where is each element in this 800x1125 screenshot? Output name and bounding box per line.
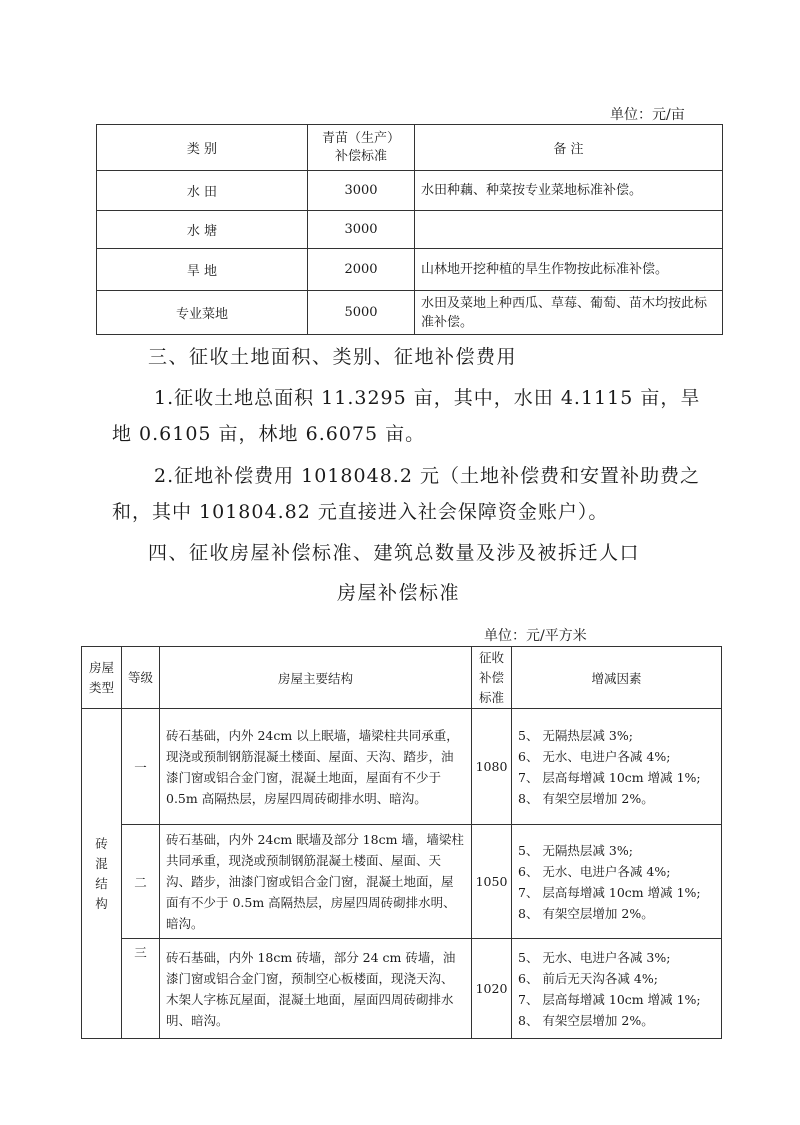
row-category: 旱 地	[97, 249, 308, 291]
row-standard: 1020	[472, 939, 512, 1039]
row-note	[415, 211, 723, 249]
table-row	[82, 825, 722, 939]
table-row	[97, 249, 723, 291]
factor-item: 5、 无水、电进户各减 3%;	[518, 949, 671, 965]
row-category: 水 塘	[97, 211, 308, 249]
row-category: 专业菜地	[97, 291, 308, 335]
table2-unit: 单位：元/平方米	[484, 628, 587, 644]
table-row	[82, 939, 722, 1039]
header-factors: 增减因素	[512, 647, 722, 709]
row-category: 水 田	[97, 171, 308, 211]
factor-item: 8、 有架空层增加 2%。	[518, 1012, 654, 1028]
table-header-row	[97, 125, 723, 171]
row-structure: 砖石基础，内外 24cm 眠墙及部分 18cm 墙，墙梁柱共同承重，现浇或预制钢筋混凝土楼面、屋面、天沟、踏步，油漆门窗或铝合金门窗，混凝土地面，屋面有不少于 0.5m 高隔热层，房屋四周砖砌排水明、暗沟。	[160, 825, 472, 939]
row-grade: 二	[122, 825, 160, 939]
row-grade: 三	[122, 939, 160, 1039]
row-standard: 5000	[308, 291, 415, 335]
table-header-row	[82, 647, 722, 709]
row-standard: 3000	[308, 171, 415, 211]
section3-paragraph-2: 2.征地补偿费用 1018048.2 元（土地补偿费和安置补助费之和，其中 101804.82 元直接进入社会保障资金账户）。	[112, 465, 700, 523]
row-standard: 1080	[472, 709, 512, 825]
factor-item: 8、 有架空层增加 2%。	[518, 905, 654, 921]
section4-subheading: 房屋补偿标准	[337, 582, 461, 604]
factor-item: 7、 层高每增减 10cm 增减 1%;	[518, 769, 701, 785]
factor-item: 6、 无水、电进户各减 4%;	[518, 863, 671, 879]
row-standard: 2000	[308, 249, 415, 291]
row-grade: 一	[122, 709, 160, 825]
header-grade: 等级	[122, 647, 160, 709]
header-category: 类 别	[97, 125, 308, 171]
factor-item: 6、 前后无天沟各减 4%;	[518, 970, 658, 986]
table-row	[82, 709, 722, 825]
factor-item: 6、 无水、电进户各减 4%;	[518, 748, 671, 764]
row-standard: 3000	[308, 211, 415, 249]
table1-unit: 单位：元/亩	[610, 107, 685, 123]
table-row	[97, 211, 723, 249]
factor-item: 7、 层高每增减 10cm 增减 1%;	[518, 884, 701, 900]
header-house-type: 房屋类型	[82, 647, 122, 709]
section4-heading: 四、征收房屋补偿标准、建筑总数量及涉及被拆迁人口	[148, 542, 641, 564]
table-row	[97, 171, 723, 211]
section3-paragraph-1: 1.征收土地总面积 11.3295 亩，其中，水田 4.1115 亩，旱地 0.6105 亩，林地 6.6075 亩。	[112, 387, 701, 445]
row-note: 山林地开挖种植的旱生作物按此标准补偿。	[415, 249, 723, 291]
header-note: 备 注	[415, 125, 723, 171]
row-factors	[512, 709, 722, 825]
factor-item: 8、 有架空层增加 2%。	[518, 790, 654, 806]
row-note: 水田种藕、种菜按专业菜地标准补偿。	[415, 171, 723, 211]
header-standard: 青苗（生产）补偿标准	[308, 125, 415, 171]
row-standard: 1050	[472, 825, 512, 939]
table-row	[97, 291, 723, 335]
row-factors	[512, 825, 722, 939]
header-standard: 征收补偿标准	[472, 647, 512, 709]
house-type-cell: 砖混结构	[82, 709, 122, 1039]
row-factors	[512, 939, 722, 1039]
crop-compensation-table	[96, 124, 723, 335]
factor-item: 5、 无隔热层减 3%;	[518, 727, 633, 743]
row-structure: 砖石基础，内外 18cm 砖墙，部分 24 cm 砖墙，油漆门窗或铝合金门窗，预制空心板楼面，现浇天沟、木架人字栋瓦屋面，混凝土地面，屋面四周砖砌排水明、暗沟。	[160, 939, 472, 1039]
row-structure: 砖石基础，内外 24cm 以上眠墙，墙梁柱共同承重，现浇或预制钢筋混凝土楼面、屋面、天沟、踏步，油漆门窗或铝合金门窗，混凝土地面，屋面有不少于 0.5m 高隔热层，房屋四周砖砌排水明、暗沟。	[160, 709, 472, 825]
factor-item: 7、 层高每增减 10cm 增减 1%;	[518, 991, 701, 1007]
factor-item: 5、 无隔热层减 3%;	[518, 842, 633, 858]
row-note: 水田及菜地上种西瓜、草莓、葡萄、苗木均按此标准补偿。	[415, 291, 723, 335]
header-structure: 房屋主要结构	[160, 647, 472, 709]
house-compensation-table	[81, 646, 722, 1039]
section3-heading: 三、征收土地面积、类别、征地补偿费用	[148, 346, 518, 368]
